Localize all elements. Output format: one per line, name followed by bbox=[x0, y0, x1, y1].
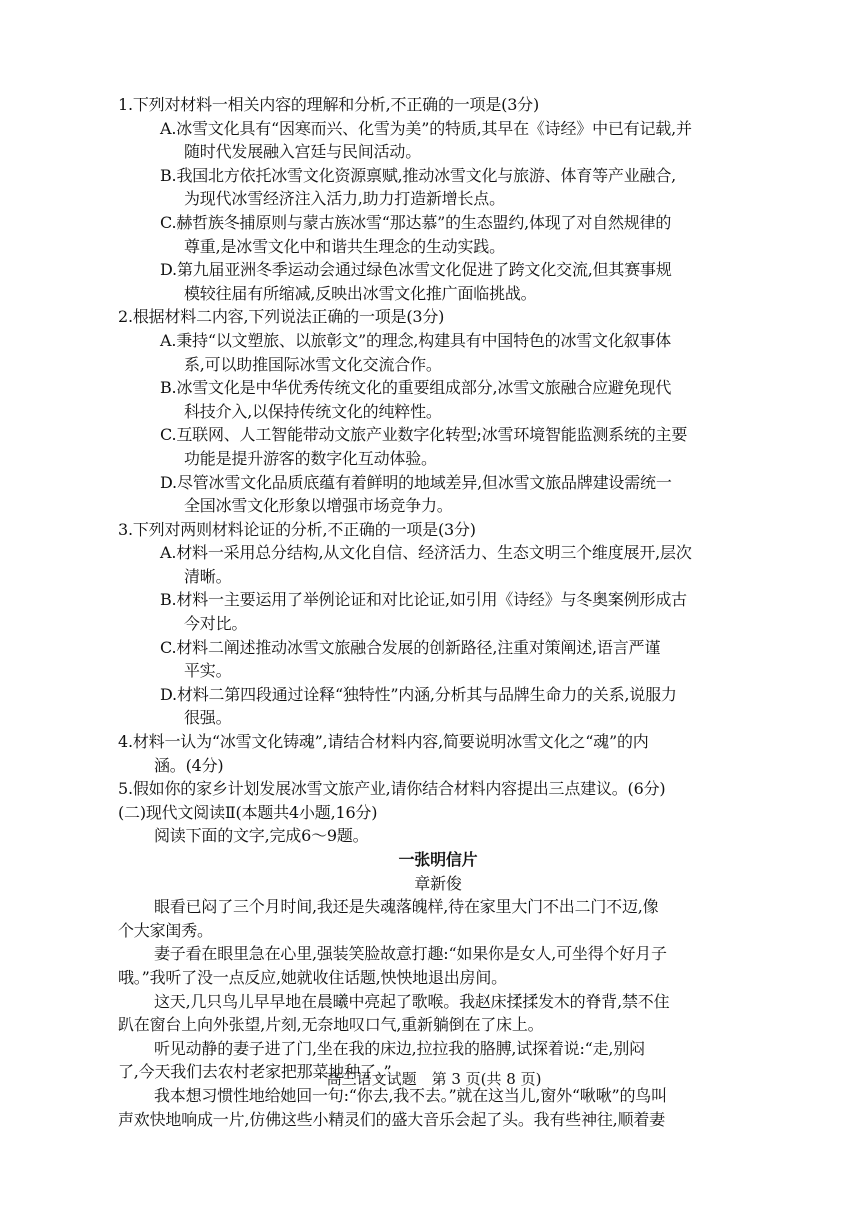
question-1-stem: 1.下列对材料一相关内容的理解和分析,不正确的一项是(3分) bbox=[118, 95, 540, 114]
story-author: 章新俊 bbox=[414, 873, 462, 893]
q2-option-b-cont: 科技介入,以保持传统文化的纯粹性。 bbox=[184, 401, 442, 421]
section-heading: (二)现代文阅读Ⅱ(本题共4小题,16分) bbox=[118, 802, 378, 822]
q2-option-d: D.尽管冰雪文化品质底蕴有着鲜明的地域差异,但冰雪文旅品牌建设需统一 bbox=[160, 472, 672, 492]
question-4-cont: 涵。(4分) bbox=[154, 755, 224, 775]
q1-option-d: D.第九届亚洲冬季运动会通过绿色冰雪文化促进了跨文化交流,但其赛事规 bbox=[160, 260, 672, 280]
q2-option-d-cont: 全国冰雪文化形象以增强市场竞争力。 bbox=[184, 496, 453, 516]
q3-option-b-cont: 今对比。 bbox=[184, 614, 248, 634]
question-2-stem: 2.根据材料二内容,下列说法正确的一项是(3分) bbox=[118, 307, 445, 327]
q3-option-d-cont: 很强。 bbox=[184, 708, 232, 728]
q3-option-a-cont: 清晰。 bbox=[184, 566, 232, 586]
question-5: 5.假如你的家乡计划发展冰雪文旅产业,请你结合材料内容提出三点建议。(6分) bbox=[118, 779, 666, 799]
q1-option-a: A.冰雪文化具有“因寒而兴、化雪为美”的特质,其早在《诗经》中已有记载,并 bbox=[160, 118, 692, 138]
story-paragraph-5: 我本想习惯性地给她回一句:“你去,我不去。”就在这当儿,窗外“啾啾”的鸟叫 bbox=[154, 1085, 667, 1105]
story-paragraph-4-cont: 了,今天我们去农村老家把那菜地种了。” bbox=[118, 1062, 392, 1082]
q3-option-b: B.材料一主要运用了举例论证和对比论证,如引用《诗经》与冬奥案例形成古 bbox=[160, 590, 687, 610]
q2-option-a-cont: 系,可以助推国际冰雪文化交流合作。 bbox=[184, 354, 442, 374]
q2-option-c: C.互联网、人工智能带动文旅产业数字化转型;冰雪环境智能监测系统的主要 bbox=[160, 425, 688, 445]
q3-option-c-cont: 平实。 bbox=[184, 661, 232, 681]
story-paragraph-2: 妻子看在眼里急在心里,强装笑脸故意打趣:“如果你是女人,可坐得个好月子 bbox=[154, 944, 667, 964]
story-paragraph-1: 眼看已闷了三个月时间,我还是失魂落魄样,待在家里大门不出二门不迈,像 bbox=[154, 897, 659, 917]
q3-option-d: D.材料二第四段通过诠释“独特性”内涵,分析其与品牌生命力的关系,说服力 bbox=[160, 684, 677, 704]
q1-option-d-cont: 模较往届有所缩减,反映出冰雪文化推广面临挑战。 bbox=[184, 283, 537, 303]
question-3-stem: 3.下列对两则材料论证的分析,不正确的一项是(3分) bbox=[118, 519, 476, 539]
story-paragraph-3: 这天,几只鸟儿早早地在晨曦中亮起了歌喉。我赵床揉揉发木的脊背,禁不住 bbox=[154, 991, 670, 1011]
story-paragraph-2-cont: 哦。”我听了没一点反应,她就收住话题,怏怏地退出房间。 bbox=[118, 967, 507, 987]
story-title: 一张明信片 bbox=[398, 850, 478, 869]
q2-option-c-cont: 功能是提升游客的数字化互动体验。 bbox=[184, 448, 437, 468]
question-4: 4.材料一认为“冰雪文化铸魂”,请结合材料内容,简要说明冰雪文化之“魂”的内 bbox=[118, 732, 649, 752]
story-paragraph-5-cont: 声欢快地响成一片,仿佛这些小精灵们的盛大音乐会起了头。我有些神往,顺着妻 bbox=[118, 1109, 665, 1129]
story-paragraph-3-cont: 趴在窗台上向外张望,片刻,无奈地叹口气,重新躺倒在了床上。 bbox=[118, 1015, 544, 1035]
page-content bbox=[118, 93, 758, 1131]
q1-option-b-cont: 为现代冰雪经济注入活力,助力打造新增长点。 bbox=[184, 189, 505, 209]
page-footer: 高三语文试题 第 3 页(共 8 页) bbox=[326, 1070, 542, 1088]
q3-option-c: C.材料二阐述推动冰雪文旅融合发展的创新路径,注重对策阐述,语言严谨 bbox=[160, 637, 661, 657]
q1-option-c: C.赫哲族冬捕原则与蒙古族冰雪“那达慕”的生态盟约,体现了对自然规律的 bbox=[160, 212, 672, 232]
story-paragraph-1-cont: 个大家闺秀。 bbox=[118, 920, 213, 940]
q3-option-a: A.材料一采用总分结构,从文化自信、经济活力、生态文明三个维度展开,层次 bbox=[160, 543, 692, 563]
reading-instruction: 阅读下面的文字,完成6～9题。 bbox=[154, 826, 369, 846]
q1-option-a-cont: 随时代发展融入宫廷与民间活动。 bbox=[184, 142, 422, 162]
story-paragraph-4: 听见动静的妻子进了门,坐在我的床边,拉拉我的胳膊,试探着说:“走,别闷 bbox=[154, 1038, 645, 1058]
q1-option-b: B.我国北方依托冰雪文化资源禀赋,推动冰雪文化与旅游、体育等产业融合, bbox=[160, 165, 677, 185]
q2-option-a: A.秉持“以文塑旅、以旅彰文”的理念,构建具有中国特色的冰雪文化叙事体 bbox=[160, 330, 672, 350]
q2-option-b: B.冰雪文化是中华优秀传统文化的重要组成部分,冰雪文旅融合应避免现代 bbox=[160, 378, 672, 398]
q1-option-c-cont: 尊重,是冰雪文化中和谐共生理念的生动实践。 bbox=[184, 236, 505, 256]
